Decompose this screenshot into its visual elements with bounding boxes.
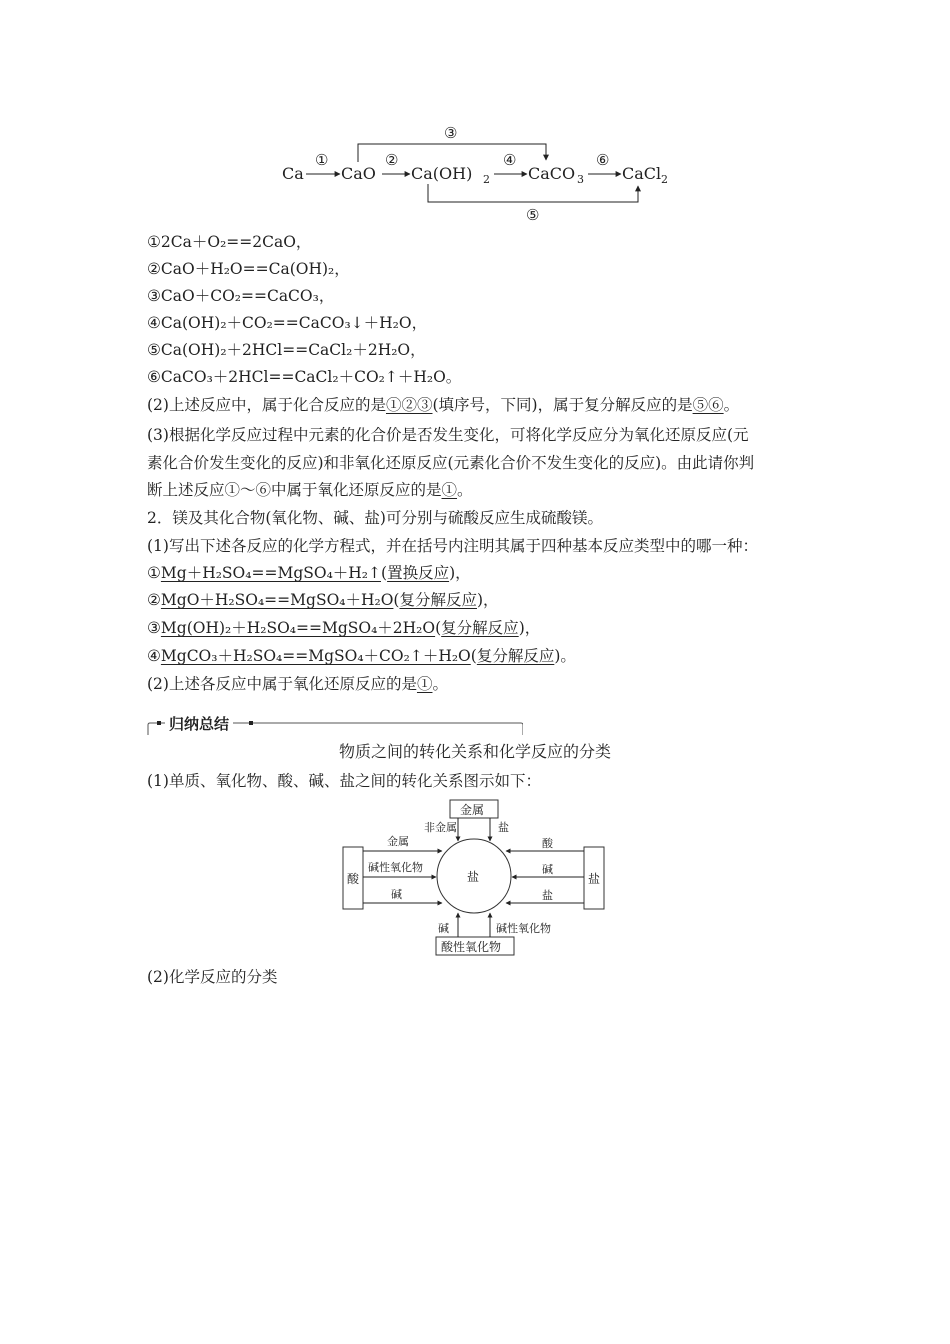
q2-text-a: (2)上述反应中，属于化合反应的是 [147, 396, 386, 414]
mg-reaction-equation: Mg(OH)₂＋H₂SO₄==MgSO₄＋2H₂O [160, 619, 436, 637]
calcium-reaction-chain [270, 118, 690, 228]
sec2-q2-answer: ① [416, 675, 433, 693]
sec2-q2-end: 。 [432, 675, 448, 693]
q3-text: 断上述反应①～⑥中属于氧化还原反应的是 [147, 481, 442, 499]
label-metal: 金属 [387, 835, 409, 848]
label-basic-oxide-bottom: 碱性氧化物 [496, 922, 551, 935]
step-label-4: ④ [503, 151, 517, 169]
mg-reaction-2 [147, 587, 499, 614]
mg-reaction-num: ③ [147, 619, 161, 637]
q2-text-c: 。 [723, 396, 740, 414]
equation-2: ②CaO＋H₂O==Ca(OH)₂， [147, 260, 350, 278]
bottom-box-label: 酸性氧化物 [441, 940, 502, 954]
label-acid-right: 酸 [542, 837, 553, 850]
question-2-line [147, 392, 739, 419]
label-basic-oxide-left: 碱性氧化物 [368, 861, 423, 874]
section-2-question-1: (1)写出下述各反应的化学方程式，并在括号内注明其属于四种基本反应类型中的哪一种： [147, 537, 758, 555]
question-3-line-2: 素化合价发生变化的反应)和非氧化还原反应(元素化合价不发生变化的反应)。由此请你判 [147, 454, 755, 472]
q2-text-b: (填序号，下同)，属于复分解反应的是 [432, 396, 693, 414]
label-salt-right: 盐 [542, 889, 553, 902]
mg-reaction-type: 置换反应 [387, 564, 450, 582]
equation-6: ⑥CaCO₃＋2HCl==CaCl₂＋CO₂↑＋H₂O。 [147, 368, 462, 386]
top-box-label: 金属 [460, 803, 485, 817]
question-3-line-1: (3)根据化学反应过程中元素的化合价是否发生变化，可将化学反应分为氧化还原反应(元 [147, 426, 749, 444]
bottom-label-5: ⑤ [526, 206, 540, 224]
mg-reaction-1 [147, 560, 471, 587]
mg-reaction-3 [147, 615, 540, 642]
summary-heading: 归纳总结 [165, 713, 233, 734]
right-box-label: 盐 [588, 872, 601, 886]
mg-reaction-open: ( [470, 647, 477, 665]
mg-reaction-num: ② [147, 591, 161, 609]
summary-line-2: (2)化学反应的分类 [147, 968, 278, 986]
species-caco3-sub: 3 [577, 173, 584, 186]
equation-4: ④Ca(OH)₂＋CO₂==CaCO₃↓＋H₂O， [147, 314, 428, 332]
summary-subtitle: 物质之间的转化关系和化学反应的分类 [338, 742, 611, 761]
conversion-diagram [340, 797, 610, 959]
step-label-2: ② [385, 151, 399, 169]
species-caco3: CaCO [528, 164, 576, 183]
mg-reaction-equation: MgCO₃＋H₂SO₄==MgSO₄＋CO₂↑＋H₂O [160, 647, 471, 665]
q2-answer-combination: ①②③ [385, 396, 433, 414]
step-label-6: ⑥ [596, 151, 610, 169]
label-top-salt: 盐 [498, 821, 509, 834]
bracket-5 [428, 184, 638, 202]
center-label: 盐 [467, 870, 480, 884]
question-3-line-3 [147, 477, 473, 504]
mg-reaction-num: ④ [147, 647, 161, 665]
sec2-q2-text: (2)上述各反应中属于氧化还原反应的是 [147, 675, 417, 693]
mg-reaction-open: ( [393, 591, 400, 609]
species-cacl2-sub: 2 [661, 173, 668, 186]
mg-reaction-type: 复分解反应 [441, 619, 519, 637]
mg-reaction-open: ( [381, 564, 388, 582]
label-base-bottom: 碱 [438, 922, 449, 935]
section-2-title: 2．镁及其化合物(氧化物、碱、盐)可分别与硫酸反应生成硫酸镁。 [147, 509, 603, 527]
q2-answer-double-decomposition: ⑤⑥ [692, 396, 724, 414]
species-cao: CaO [341, 164, 376, 183]
mg-reaction-4 [147, 643, 576, 670]
q3-end: 。 [457, 481, 473, 499]
section-2-question-2 [147, 671, 448, 698]
mg-reaction-close: )， [449, 564, 471, 582]
mg-reaction-type: 复分解反应 [399, 591, 477, 609]
label-nonmetal: 非金属 [424, 821, 457, 834]
species-cacl2: CaCl [622, 164, 662, 183]
mg-reaction-close: )。 [554, 647, 576, 665]
label-base-left: 碱 [391, 888, 402, 901]
equation-3: ③CaO＋CO₂==CaCO₃， [147, 287, 335, 305]
species-caoh2: Ca(OH) [411, 164, 473, 183]
step-label-1: ① [315, 151, 329, 169]
q3-answer: ① [441, 481, 458, 499]
species-caoh2-sub: 2 [483, 173, 490, 186]
equation-5: ⑤Ca(OH)₂＋2HCl==CaCl₂＋2H₂O， [147, 341, 426, 359]
mg-reaction-close: )， [477, 591, 499, 609]
mg-reaction-close: )， [518, 619, 541, 637]
mg-reaction-type: 复分解反应 [476, 647, 555, 665]
left-box-label: 酸 [347, 872, 360, 886]
summary-line-1: (1)单质、氧化物、酸、碱、盐之间的转化关系图示如下： [147, 772, 541, 790]
mg-reaction-equation: MgO＋H₂SO₄==MgSO₄＋H₂O [160, 591, 394, 609]
top-label-3: ③ [444, 124, 458, 142]
mg-reaction-open: ( [435, 619, 442, 637]
mg-reaction-equation: Mg＋H₂SO₄==MgSO₄＋H₂↑ [160, 564, 381, 582]
species-ca: Ca [282, 164, 304, 183]
label-base-right: 碱 [542, 863, 553, 876]
equation-1: ①2Ca＋O₂==2CaO， [147, 233, 312, 251]
mg-reaction-num: ① [147, 564, 161, 582]
